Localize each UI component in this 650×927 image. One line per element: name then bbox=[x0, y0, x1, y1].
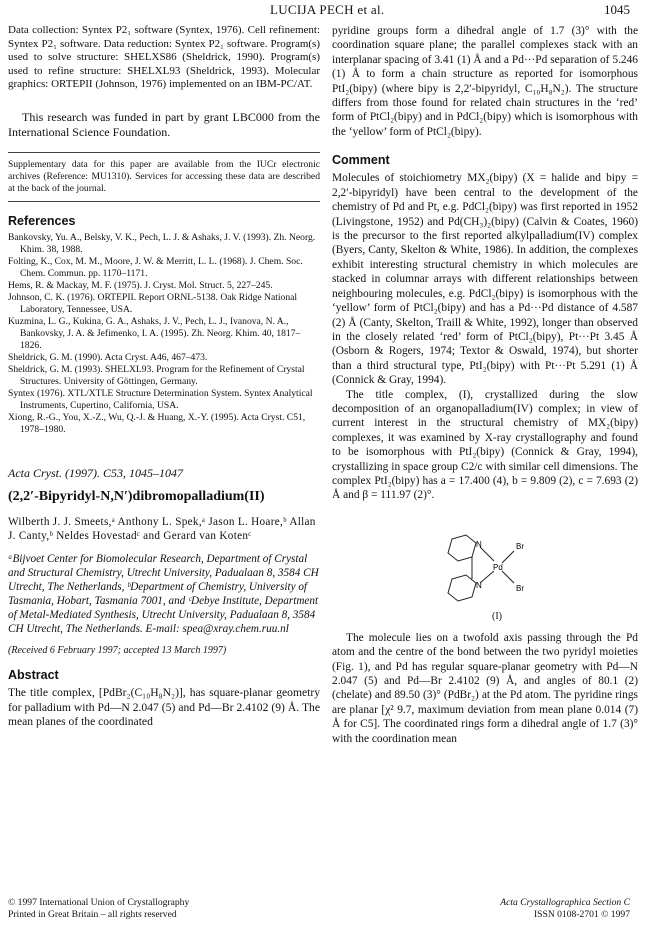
divider bbox=[8, 201, 320, 202]
funding-text: This research was funded in part by grant LBC000 from the International Science Foundation. bbox=[8, 109, 320, 139]
reference-item: Sheldrick, G. M. (1993). SHELXL93. Program for the Refinement of Crystal Structures. University of Göttingen, Germany. bbox=[8, 364, 305, 388]
supplementary-text: Supplementary data for this paper are available from the IUCr electronic archives (Reference: MU1310). Services for accessing these data are described at the back of the journal. bbox=[8, 158, 320, 194]
atom-label: Br bbox=[516, 584, 524, 593]
article-title: (2,2′-Bipyridyl-N,N′)dibromopalladium(II) bbox=[8, 489, 265, 505]
pd-n-bond bbox=[480, 547, 494, 561]
affiliations: ᵃBijvoet Center for Biomolecular Research, Department of Crystal and Structural Chemistry, Utrecht University, Padualaan 8, 3584 CH Utrecht, The Netherlands, ᵇDepartment of Chemistry, University of Tasmania, Hobart, Tasmania 7001, and ᶜDebye Institute, Department of Metal-Mediated Synthesis, Utrecht University, Padualaan 8, 3584 CH Utrecht, The Netherlands. E-mail: spea@xray.chem.ruu.nl bbox=[8, 552, 319, 635]
abstract-continued: pyridine groups form a dihedral angle of 1.7 (3)° with the coordination square plane; the parallel complexes stack with an interplanar spacing of 3.41 (1) Å and a Pd···Pd separation of 5.246 (1) Å to form a chain structure as reported for isomorphous PtI₂(bipy) (where bipy is 2,2′-bipyridyl, C₁₀H₈N₂). The structure differs from those found for related chain structures in the ‘red’ form of PtCl₂(bipy) and in PdCl₂(bipy) which is isomorphous with the ‘yellow’ form of PtCl₂(bipy). bbox=[332, 25, 638, 138]
footer-right bbox=[500, 897, 630, 921]
comment-paragraph: The molecule lies on a twofold axis passing through the Pd atom and the centre of the bond between the two pyridyl moieties (Fig. 1), and Pd has regular square-planar geometry with Pd—N 2.047 (5) and Pd—Br 2.4102 (9) Å, and angles of 80.1 (2) (chelate) and 89.50 (3)° (PdBr₂) at the Pd atom. The pyridine rings are planar [χ² 9.7, maximum deviation from mean plane 0.014 (7) Å for C5]. The coordinated rings form a dihedral angle of 1.7 (3)° with the coordination mean bbox=[332, 631, 638, 745]
atom-label: N bbox=[476, 581, 482, 590]
references-heading: References bbox=[8, 213, 76, 228]
issn-line: ISSN 0108-2701 © 1997 bbox=[533, 909, 630, 920]
reference-item: Syntex (1976). XTL/XTLE Structure Determination System. Syntex Analytical Instruments, Cupertino, California, USA. bbox=[8, 388, 313, 412]
chemical-scheme bbox=[438, 533, 548, 605]
reference-item: Kuzmina, L. G., Kukina, G. A., Ashaks, J. V., Pech, L. J., Ivanova, N. A., Bankovsky, J. A. & Jefimenko, I. A. (1995). Zh. Neorg. Khim. 40, 1817–1826. bbox=[8, 316, 301, 352]
atom-label: Pd bbox=[493, 563, 503, 572]
reference-list bbox=[8, 232, 320, 436]
received-dates: (Received 6 February 1997; accepted 13 March 1997) bbox=[8, 644, 227, 656]
pd-br-bond bbox=[502, 571, 514, 583]
reference-item: Johnson, C. K. (1976). ORTEPII. Report ORNL-5138. Oak Ridge National Laboratory, Tennessee, USA. bbox=[8, 292, 298, 316]
compound-label: (I) bbox=[492, 611, 502, 622]
atom-label: Br bbox=[516, 542, 524, 551]
footer-left bbox=[8, 897, 189, 921]
reference-item: Xiong, R.-G., You, X.-Z., Wu, Q.-J. & Huang, X.-Y. (1995). Acta Cryst. C51, 1978–1980. bbox=[8, 412, 306, 436]
atom-label: N bbox=[476, 540, 482, 549]
abstract-heading: Abstract bbox=[8, 667, 59, 682]
comment-paragraph: The title complex, (I), crystallized during the slow decomposition of an organopalladium(IV) complex; in view of current interest in the structural chemistry of MX₂(bipy) complexes, it was examined by X-ray crystallography and found to be isomorphous with PtI₂(bipy) (Connick & Gray, 1994), crystallizing in space group C2/c with similar cell dimensions. The complex PtI₂(bipy) has a = 17.400 (4), b = 9.809 (2), c = 7.693 (2) Å and β = 111.97 (2)°. bbox=[332, 388, 638, 502]
pd-n-bond bbox=[480, 571, 494, 583]
pd-br-bond bbox=[502, 551, 514, 563]
page-number: 1045 bbox=[604, 2, 630, 17]
reference-item: Sheldrick, G. M. (1990). Acta Cryst. A46, 467–473. bbox=[8, 352, 208, 364]
comment-paragraph: Molecules of stoichiometry MX₂(bipy) (X = halide and bipy = 2,2′-bipyridyl) have been central to the development of the chemistry of Pd and Pt, e.g. PdCl₂(bipy) was first reported in 1952 (Livingstone, 1952) and Pd(CH₃)₂(bipy) (Calvin & Coates, 1960) is the precursor to the first reported alkylpalladium(IV) complex (Byers, Canty, Skelton & White, 1986). In addition, the complexes exhibit interesting structural chemistry in which molecules are stacked in columnar arrays with different relationships between neighbouring molecules, e.g. PdCl₂(bipy) is isomorphous with the ‘yellow’ form of PtCl₂(bipy) and has a Pd···Pd distance of 4.587 (2) Å (Canty, Skelton, Traill & White, 1992), longer than observed in the closely related ‘red’ form of PtCl₂(bipy), Pt···Pt 3.45 Å (Osborn & Rogers, 1974; Textor & Oswald, 1974), but shorter than a third structural type, PtI₂(bipy) with Pt···Pt 5.291 (1) Å (Connick & Gray, 1994). bbox=[332, 172, 638, 387]
reference-item: Bankovsky, Yu. A., Belsky, V. K., Pech, L. J. & Ashaks, J. V. (1993). Zh. Neorg. Khim. 38, 1988. bbox=[8, 232, 316, 256]
copyright-line: © 1997 International Union of Crystallography bbox=[8, 897, 190, 908]
reference-item: Hems, R. & Mackay, M. F. (1975). J. Cryst. Mol. Struct. 5, 227–245. bbox=[8, 280, 273, 292]
author-list: Wilberth J. J. Smeets,ᵃ Anthony L. Spek,ᵃ Jason L. Hoare,ᵇ Allan J. Canty,ᵇ Neldes Hovestadᶜ and Gerard van Kotenᶜ bbox=[8, 515, 316, 543]
journal-name: Acta Crystallographica Section C bbox=[500, 897, 630, 908]
left-column bbox=[8, 24, 320, 730]
reference-item: Folting, K., Cox, M. M., Moore, J. W. & Merritt, L. L. (1968). J. Chem. Soc. Chem. Commun. pp. 1170–1171. bbox=[8, 256, 303, 280]
printed-line: Printed in Great Britain – all rights reserved bbox=[8, 909, 177, 920]
running-head-author: LUCIJA PECH et al. bbox=[270, 2, 385, 17]
right-column bbox=[332, 24, 638, 746]
data-collection-text: Data collection: Syntex P2₁ software (Syntex, 1976). Cell refinement: Syntex P2₁ software. Data reduction: Syntex P2₁ software. Program(s) used to solve structure: SHELXS86 (Sheldrick, 1990). Program(s) used to refine structure: SHELXL93 (Sheldrick, 1993). Molecular graphics: ORTEPII (Johnson, 1976) implemented on an IBM-PC/AT. bbox=[8, 24, 320, 91]
divider bbox=[8, 152, 320, 153]
article-citation: Acta Cryst. (1997). C53, 1045–1047 bbox=[8, 466, 183, 481]
comment-heading: Comment bbox=[332, 153, 390, 168]
abstract-text: The title complex, [PdBr₂(C₁₀H₈N₂)], has square-planar geometry for palladium with Pd—N 2.047 (5) and Pd—Br 2.4102 (9) Å. The mean planes of the coordinated bbox=[8, 686, 320, 729]
